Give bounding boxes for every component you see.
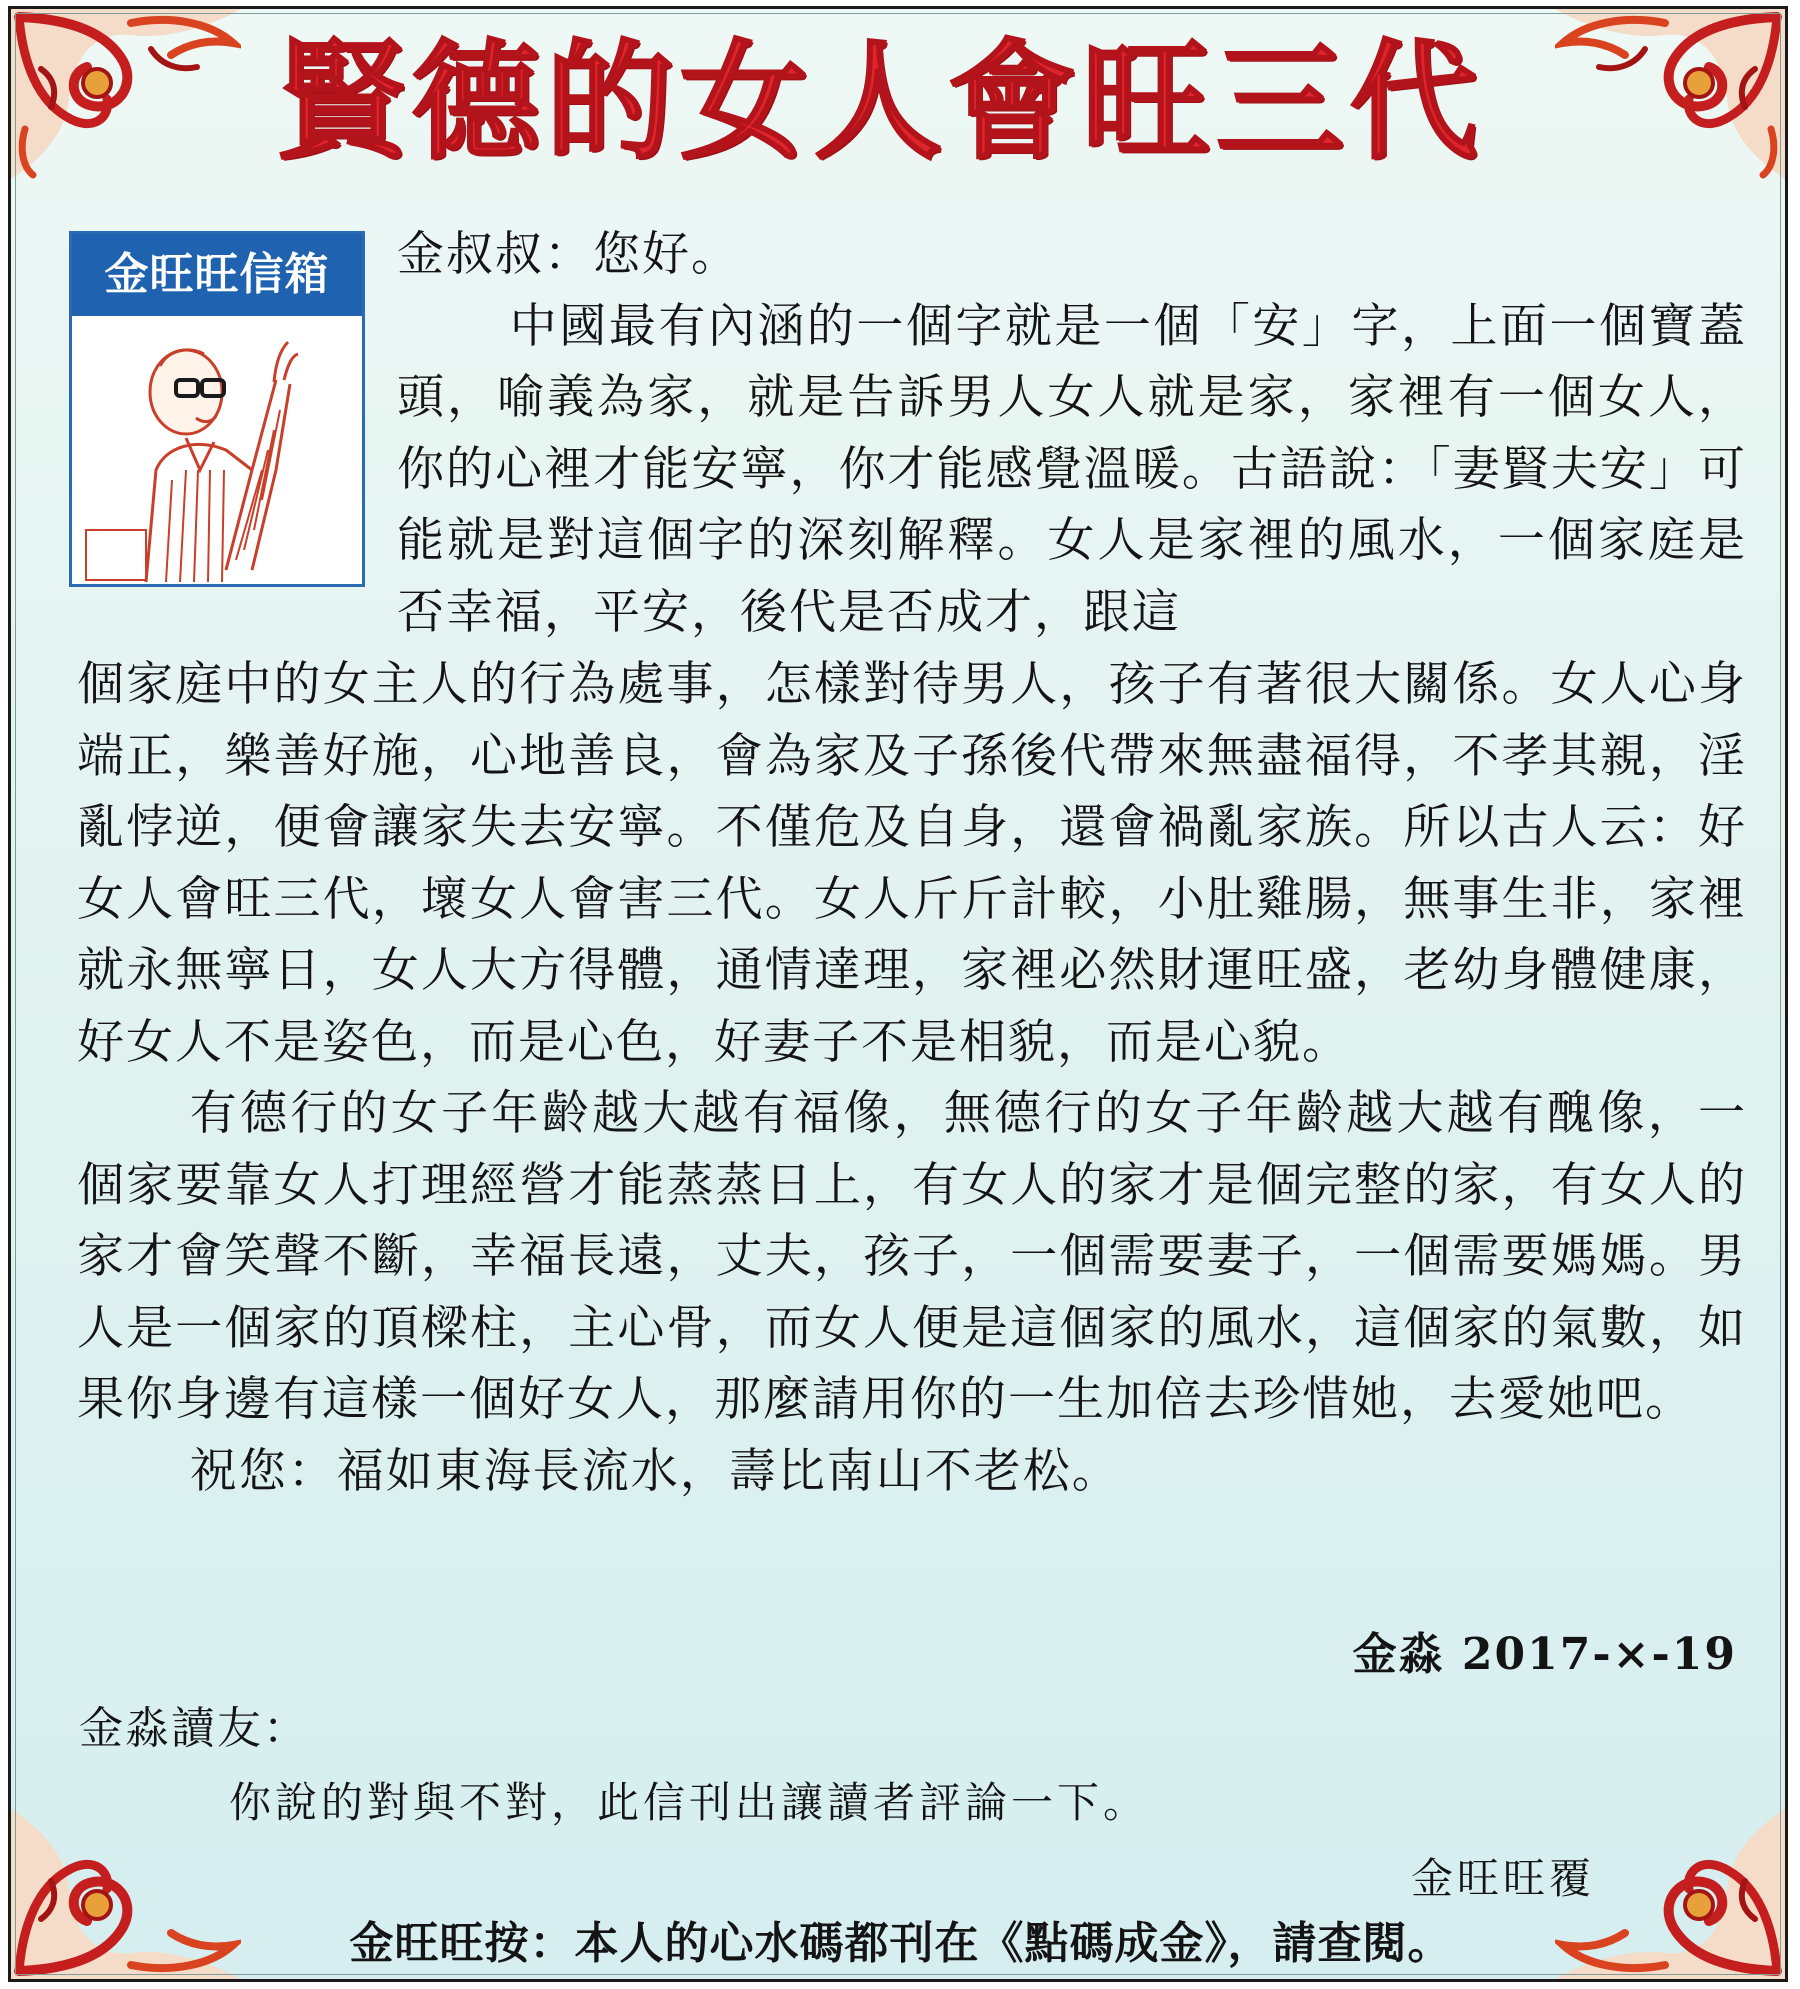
- letter-paragraph-1-continued: 個家庭中的女主人的行為處事，怎樣對待男人，孩子有著很大關係。女人心身端正，樂善好施，心地善良，會為家及子孫後代帶來無盡福得，不孝其親，淫亂悖逆，便會讓家失去安寧。不僅危及自身，還會禍亂家族。所以古人云：好女人會旺三代，壞女人會害三代。女人斤斤計較，小肚雞腸，無事生非，家裡就永無寧日，女人大方得體，通情達理，家裡必然財運旺盛，老幼身體健康，好女人不是姿色，而是心色，好妻子不是相貌，而是心貌。: [77, 657, 1747, 1070]
- column-label: 金旺旺信箱: [72, 234, 362, 316]
- letter-signature: 金淼 2017-×-19: [1352, 1629, 1737, 1680]
- letter-page: [8, 6, 1788, 1982]
- reply-salutation: 金淼讀友：: [79, 1703, 309, 1754]
- columnist-illustration-icon: [76, 320, 358, 582]
- letter-blessing: 祝您：福如東海長流水，壽比南山不老松。: [189, 1443, 1121, 1499]
- letter-paragraph-1: 中國最有內涵的一個字就是一個「安」字，上面一個寶蓋頭，喻義為家，就是告訴男人女人就是家，家裡有一個女人，你的心裡才能安寧，你才能感覺溫暖。古語說：「妻賢夫安」可能就是對這個字的深刻解釋。女人是家裡的風水，一個家庭是否幸福，平安，後代是否成才，跟這: [397, 298, 1747, 640]
- corner-ornament-icon: [1555, 9, 1785, 179]
- article-title: 賢德的女人會旺三代: [277, 27, 1484, 177]
- letter-paragraph-2: 有德行的女子年齡越大越有福像，無德行的女子年齡越大越有醜像，一個家要靠女人打理經營才能蒸蒸日上，有女人的家才是個完整的家，有女人的家才會笑聲不斷，幸福長遠，丈夫，孩子，一個需要妻子，一個需要媽媽。男人是一個家的頂樑柱，主心骨，而女人便是這個家的風水，這個家的氣數，如果你身邊有這樣一個好女人，那麼請用你的一生加倍去珍惜她，去愛她吧。: [77, 1086, 1747, 1427]
- reply-text: 你說的對與不對，此信刊出讓讀者評論一下。: [229, 1778, 1150, 1827]
- letter-body: [77, 649, 1747, 1507]
- column-badge: [69, 231, 365, 587]
- footer-note: 金旺旺按：本人的心水碼都刊在《點碼成金》，請查閱。: [349, 1918, 1453, 1969]
- corner-ornament-icon: [11, 9, 241, 179]
- letter-greeting: 金叔叔：您好。: [397, 227, 740, 282]
- reply-signature: 金旺旺覆: [1411, 1854, 1596, 1903]
- letter-lead: [397, 219, 1747, 648]
